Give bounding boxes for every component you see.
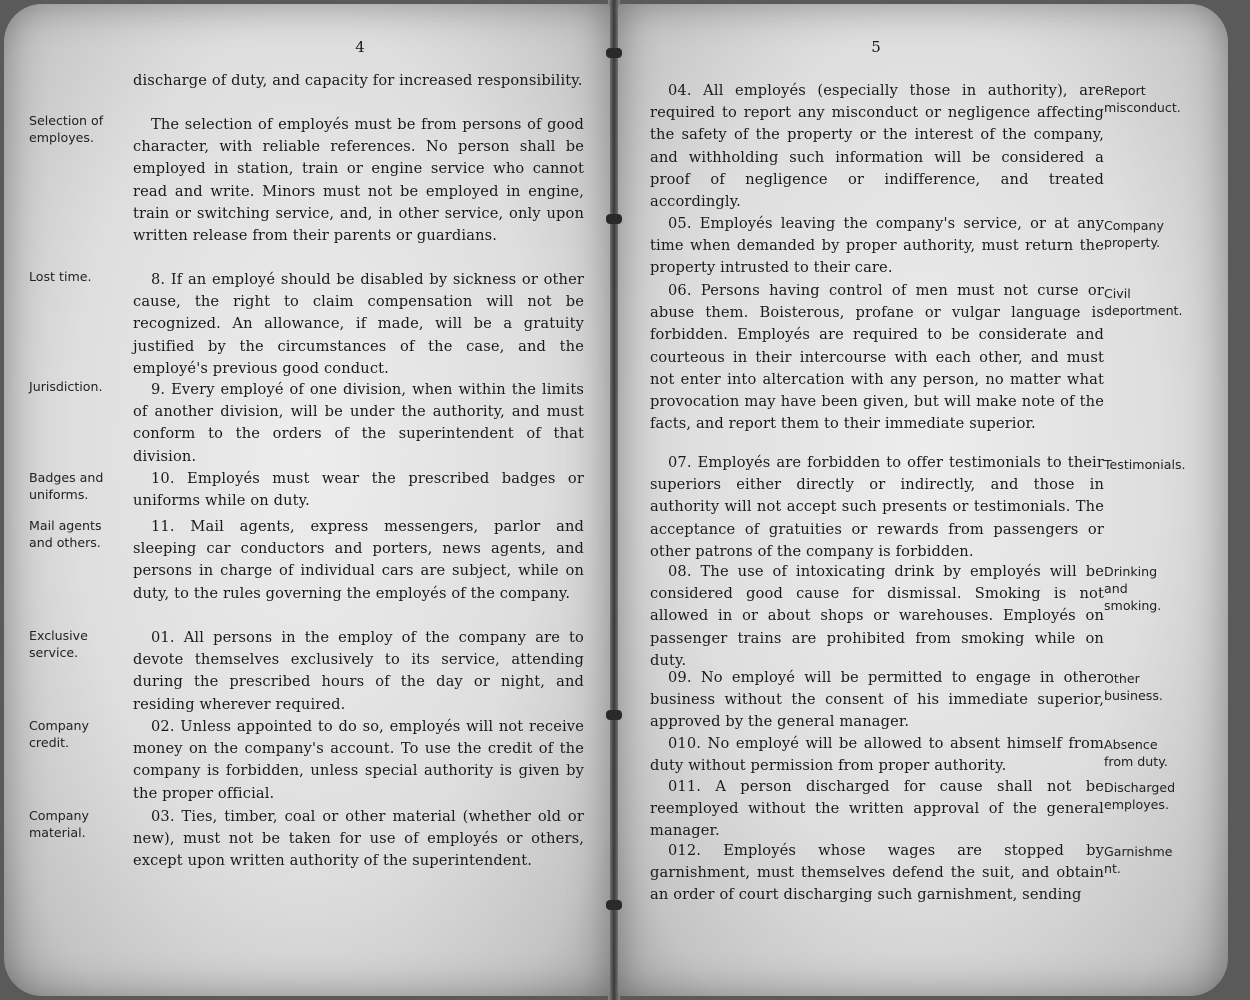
side-note-selection: Selection of employes. [29,113,104,145]
rule-paragraph-07 [650,452,1104,563]
rule-paragraph-06 [650,280,1104,435]
side-note-other-business: Other business. [1104,671,1163,703]
side-note-lost-time: Lost time. [29,269,92,284]
page-number-left: 4 [355,38,365,56]
rule-text: 8. If an employé should be disabled by sickness or other cause, the right to claim compensation will not be recognized. An allowance, if made, will be a gratuity justified by the circumstances of the case, and the employé's previous good conduct. [133,271,584,377]
rule-text: 012. Employés whose wages are stopped by garnishment, must themselves defend the suit, and obtain an order of court discharging such garnishment, sending [650,842,1104,904]
rule-text: 011. A person discharged for cause shall not be reemployed without the written approval of the general manager. [650,778,1104,840]
left-page [4,4,610,996]
rule-paragraph-04 [650,80,1104,213]
rule-paragraph-11 [133,516,584,605]
rule-text: The selection of employés must be from persons of good character, with reliable references. No person shall be employed in station, train or engine service who cannot read and write. Minors must not be employed in engine, train or switching service, and, in other service, only upon written release from their parents or guardians. [133,116,584,245]
rule-text: 01. All persons in the employ of the company are to devote themselves exclusively to its service, attending during the prescribed hours of the day or night, and residing wherever required. [133,629,584,713]
rule-text: 03. Ties, timber, coal or other material (whether old or new), must not be taken for use of employés or others, except upon written authority of the superintendent. [133,808,584,870]
rule-paragraph-09 [650,667,1104,734]
rule-text: 9. Every employé of one division, when within the limits of another division, will be under the authority, and must conform to the orders of the superintendent of that division. [133,381,584,465]
rule-text: 11. Mail agents, express messengers, parlor and sleeping car conductors and porters, news agents, and persons in charge of individual cars are subject, while on duty, to the rules governing the employés of the company. [133,518,584,602]
side-note-company-credit: Company credit. [29,718,89,750]
rule-paragraph-010 [650,733,1104,777]
binding-staple-upper [606,214,622,224]
side-note-testimonials: Testimonials. [1104,457,1186,472]
binding-staple-top [606,48,622,58]
side-note-mail-agents: Mail agents and others. [29,518,102,550]
rule-paragraph-selection [133,114,584,247]
side-note-badges: Badges and uniforms. [29,470,104,502]
side-note-garnishment: Garnishment. [1104,844,1173,876]
side-note-company-property: Company property. [1104,218,1164,250]
continuation-text: discharge of duty, and capacity for increased responsibility. [133,72,583,89]
side-note-discharged: Discharged employes. [1104,780,1176,812]
rule-paragraph-012 [650,840,1104,907]
rule-text: 10. Employés must wear the prescribed badges or uniforms while on duty. [133,470,584,510]
side-note-exclusive-service: Exclusive service. [29,628,88,660]
side-note-jurisdiction: Jurisdiction. [29,379,103,394]
rule-text: 05. Employés leaving the company's service, or at any time when demanded by proper authority, must return the property intrusted to their care. [650,215,1104,277]
side-note-civil-deportment: Civil deportment. [1104,286,1183,318]
right-page [618,4,1228,996]
page-number-right: 5 [871,38,881,56]
left-continuation-paragraph [133,70,584,92]
side-note-absence: Absence from duty. [1104,737,1168,769]
side-note-report-misconduct: Report misconduct. [1104,83,1181,115]
rule-paragraph-02 [133,716,584,805]
rule-text: 06. Persons having control of men must not curse or abuse them. Boisterous, profane or vulgar language is forbidden. Employés are required to be considerate and courteous in their intercourse with each other, and must not enter into altercation with any person, no matter what provocation may have been given, but will make note of the facts, and report them to their immediate superior. [650,282,1104,433]
side-note-drinking-smoking: Drinking and smoking. [1104,564,1162,613]
rule-text: 010. No employé will be allowed to absent himself from duty without permission from proper authority. [650,735,1104,775]
rule-text: 04. All employés (especially those in authority), are required to report any misconduct or negligence affecting the safety of the property or the interest of the company, and withholding such information will be considered a proof of negligence or indifference, and treated accordingly. [650,82,1104,211]
rule-text: 09. No employé will be permitted to engage in other business without the consent of his immediate superior, approved by the general manager. [650,669,1104,731]
rule-paragraph-01 [133,627,584,716]
rule-text: 02. Unless appointed to do so, employés will not receive money on the company's account. To use the credit of the company is forbidden, unless special authority is given by the proper official. [133,718,584,802]
rule-paragraph-8 [133,269,584,380]
rule-paragraph-08 [650,561,1104,672]
rule-paragraph-10 [133,468,584,512]
rule-paragraph-03 [133,806,584,873]
rule-text: 08. The use of intoxicating drink by employés will be considered good cause for dismissal. Smoking is not allowed in or about shops or warehouses. Employés on passenger trains are prohibited from smoking while on duty. [650,563,1104,669]
rule-paragraph-011 [650,776,1104,843]
rule-paragraph-05 [650,213,1104,280]
rule-paragraph-9 [133,379,584,468]
binding-staple-bottom [606,900,622,910]
binding-staple-lower [606,710,622,720]
rule-text: 07. Employés are forbidden to offer testimonials to their superiors either directly or indirectly, and those in authority will not accept such presents or testimonials. The acceptance of gratuities or rewards from passengers or other patrons of the company is forbidden. [650,454,1104,560]
side-note-company-material: Company material. [29,808,89,840]
